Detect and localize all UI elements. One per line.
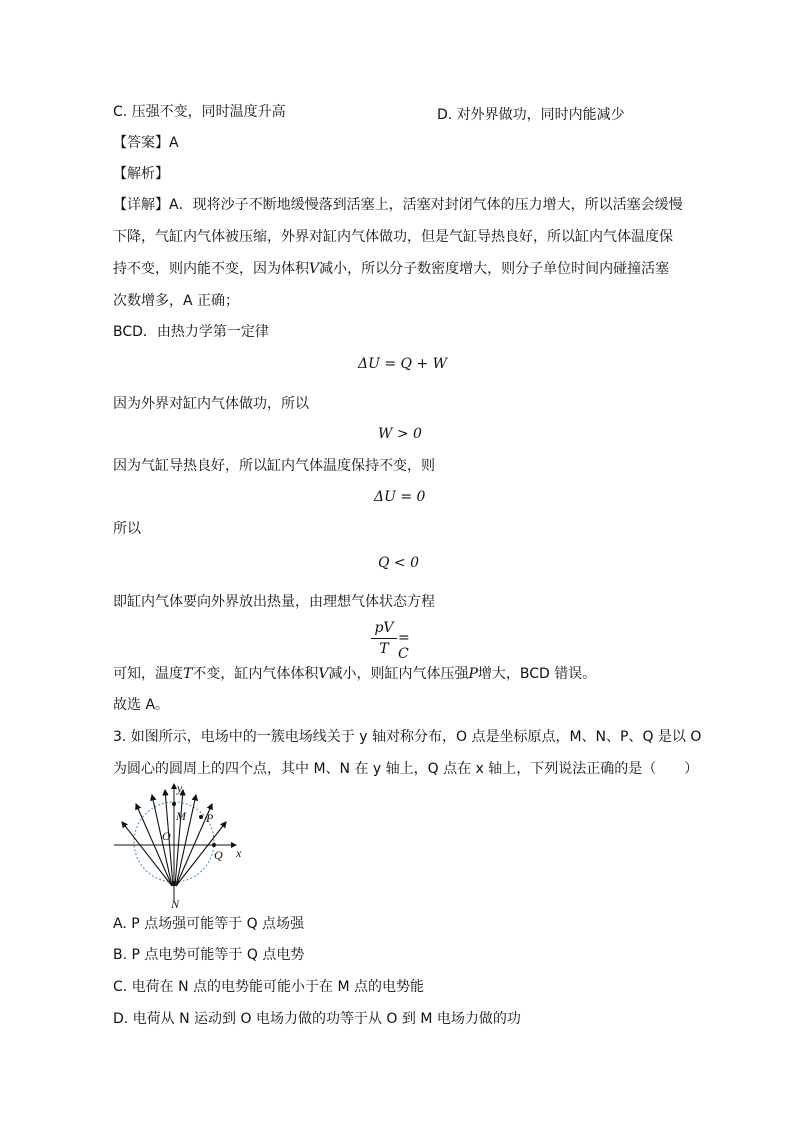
question-option-d: D. 电荷从 N 运动到 O 电场力做的功等于从 O 到 M 电场力做的功 [113, 1011, 521, 1027]
fraction-denominator: T [379, 641, 389, 657]
equation-work-positive: W > 0 [378, 426, 422, 442]
question-option-c: C. 电荷在 N 点的电势能可能小于在 M 点的电势能 [113, 979, 425, 995]
detail-line-5: BCD．由热力学第一定律 [113, 324, 269, 340]
question-line-1: 3. 如图所示，电场中的一簇电场线关于 y 轴对称分布，O 点是坐标原点，M、N、P、Q 是以 O [113, 729, 702, 745]
detail-line-2: 下降，气缸内气体被压缩，外界对缸内气体做功，但是气缸导热良好，所以缸内气体温度保 [113, 229, 673, 245]
detail-line-6: 因为外界对缸内气体做功，所以 [113, 396, 309, 412]
point-m [172, 802, 176, 806]
point-n [172, 881, 176, 885]
label-o: O [162, 829, 171, 843]
detail-line-8: 所以 [113, 521, 141, 537]
detail-line-10 [113, 666, 596, 682]
option-d-text: D. 对外界做功，同时内能减少 [437, 107, 625, 123]
detail-line-3-a: 持不变，则内能不变，因为体积 [113, 261, 309, 277]
detail-line-10-d: 增大，BCD 错误。 [477, 666, 597, 682]
temperature-symbol: T [183, 666, 193, 682]
equation-delta-u-zero: ΔU = 0 [374, 489, 426, 505]
label-p: P [206, 811, 214, 825]
volume-symbol-2: V [318, 666, 329, 682]
equation-heat-negative: Q < 0 [378, 555, 420, 571]
detail-line-1: 【详解】A．现将沙子不断地缓慢落到活塞上，活塞对封闭气体的压力增大，所以活塞会缓慢 [113, 197, 683, 213]
field-lines-figure [112, 782, 252, 912]
label-m: M [176, 809, 186, 823]
label-n: N [171, 897, 180, 911]
option-c-text: C. 压强不变，同时温度升高 [113, 104, 286, 120]
label-q: Q [214, 848, 223, 862]
detail-line-7: 因为气缸导热良好，所以缸内气体温度保持不变，则 [113, 458, 435, 474]
label-x: x [236, 846, 242, 860]
ideal-gas-equation [370, 620, 422, 662]
detail-line-3-b: 减小，所以分子数密度增大，则分子单位时间内碰撞活塞 [319, 261, 670, 277]
detail-line-9: 即缸内气体要向外界放出热量，由理想气体状态方程 [113, 594, 435, 610]
detail-line-10-a: 可知，温度 [113, 666, 183, 682]
question-option-a: A. P 点场强可能等于 Q 点场强 [113, 916, 305, 932]
detail-line-10-b: 不变，缸内气体体积 [192, 666, 319, 682]
equation-first-law: ΔU = Q + W [358, 356, 448, 372]
fraction-bar [371, 638, 397, 639]
point-p [199, 815, 203, 819]
analysis-label: 【解析】 [113, 166, 169, 182]
detail-line-4: 次数增多，A 正确； [113, 293, 240, 309]
answer-label: 【答案】A [113, 135, 179, 151]
detail-line-10-c: 减小，则缸内气体压强 [328, 666, 469, 682]
fraction-rhs: = C [398, 630, 410, 662]
pressure-symbol: P [468, 666, 478, 682]
detail-line-11: 故选 A。 [113, 697, 170, 713]
point-q [212, 843, 216, 847]
label-y: y [177, 782, 183, 795]
question-line-2: 为圆心的圆周上的四个点，其中 M、N 在 y 轴上，Q 点在 x 轴上，下列说法正确的是（ ） [113, 761, 699, 777]
volume-symbol: V [309, 261, 320, 277]
detail-line-3 [113, 261, 669, 277]
question-option-b: B. P 点电势可能等于 Q 点电势 [113, 947, 305, 963]
fraction-numerator: pV [374, 620, 394, 636]
